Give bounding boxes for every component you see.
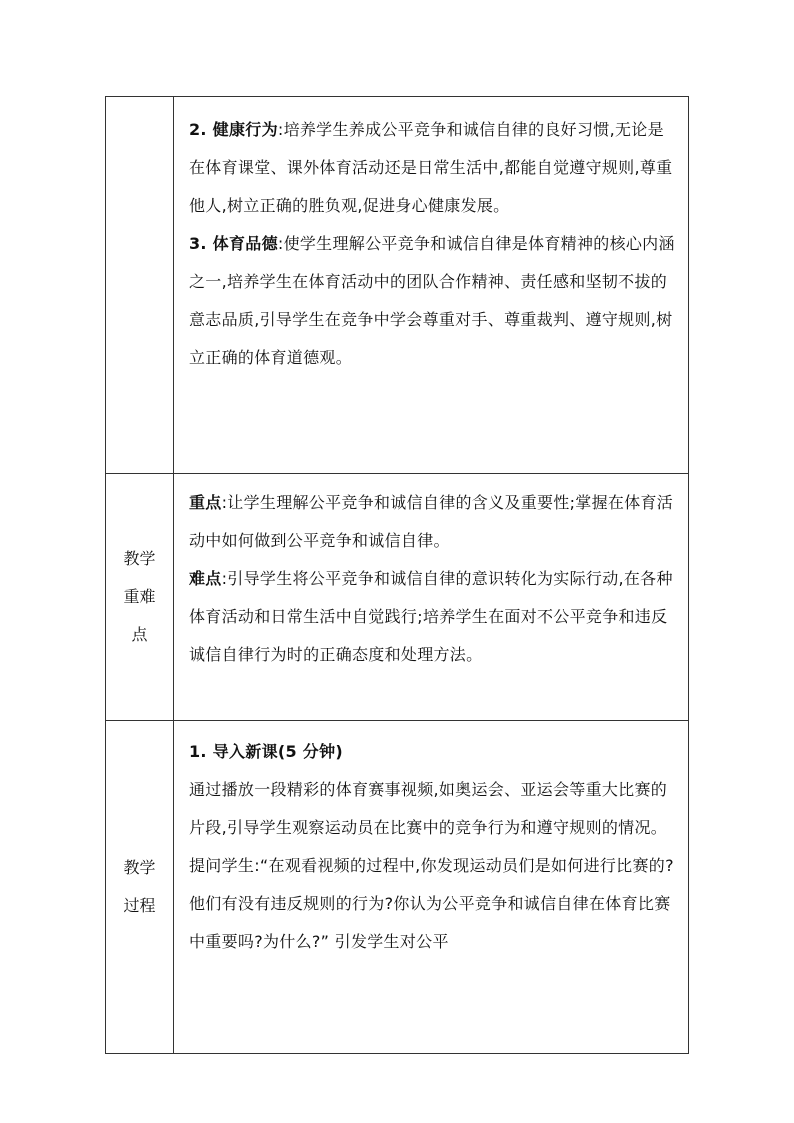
key-point-text: :让学生理解公平竞争和诚信自律的含义及重要性;掌握在体育活动中如何做到公平竞争和诚信自律。 [189, 493, 674, 550]
sports-ethics-paragraph [189, 225, 680, 377]
difficult-point-paragraph [189, 560, 680, 674]
health-behavior-heading: 2. 健康行为 [189, 120, 278, 139]
row-label-empty [106, 97, 174, 474]
table-row-teaching-process [106, 721, 689, 1054]
lesson-plan-table [105, 96, 689, 1054]
table-row-goals [106, 97, 689, 474]
key-difficult-content-cell [174, 474, 689, 721]
difficult-point-text: :引导学生将公平竞争和诚信自律的意识转化为实际行动,在各种体育活动和日常生活中自觉践行;培养学生在面对不公平竞争和违反诚信自律行为时的正确态度和处理方法。 [189, 569, 673, 664]
table-row-key-difficult-points [106, 474, 689, 721]
intro-section-heading: 1. 导入新课(5 分钟) [189, 742, 344, 761]
difficult-point-heading: 难点 [189, 569, 222, 588]
intro-question-paragraph: 提问学生:“在观看视频的过程中,你发现运动员们是如何进行比赛的?他们有没有违反规则的行为?你认为公平竞争和诚信自律在体育比赛中重要吗?为什么?” 引发学生对公平 [189, 856, 674, 951]
teaching-process-content-cell [174, 721, 689, 1054]
goals-content-cell [174, 97, 689, 474]
health-behavior-paragraph [189, 111, 680, 225]
key-point-paragraph [189, 484, 680, 560]
key-point-heading: 重点 [189, 493, 222, 512]
row-label-line: 教学 [123, 549, 156, 568]
row-label-line: 点 [131, 625, 148, 644]
intro-video-paragraph: 通过播放一段精彩的体育赛事视频,如奥运会、亚运会等重大比赛的片段,引导学生观察运动员在比赛中的竞争行为和遵守规则的情况。 [189, 780, 668, 837]
sports-ethics-text: :使学生理解公平竞争和诚信自律是体育精神的核心内涵之一,培养学生在体育活动中的团队合作精神、责任感和坚韧不拔的意志品质,引导学生在竞争中学会尊重对手、尊重裁判、遵守规则,树立正确的体育道德观。 [189, 234, 675, 367]
sports-ethics-heading: 3. 体育品德 [189, 234, 278, 253]
row-label-teaching-process [106, 721, 174, 1054]
health-behavior-text: :培养学生养成公平竞争和诚信自律的良好习惯,无论是在体育课堂、课外体育活动还是日常生活中,都能自觉遵守规则,尊重他人,树立正确的胜负观,促进身心健康发展。 [189, 120, 673, 215]
row-label-key-difficult-points [106, 474, 174, 721]
row-label-line: 过程 [123, 896, 156, 915]
row-label-line: 重难 [123, 587, 156, 606]
row-label-line: 教学 [123, 858, 156, 877]
